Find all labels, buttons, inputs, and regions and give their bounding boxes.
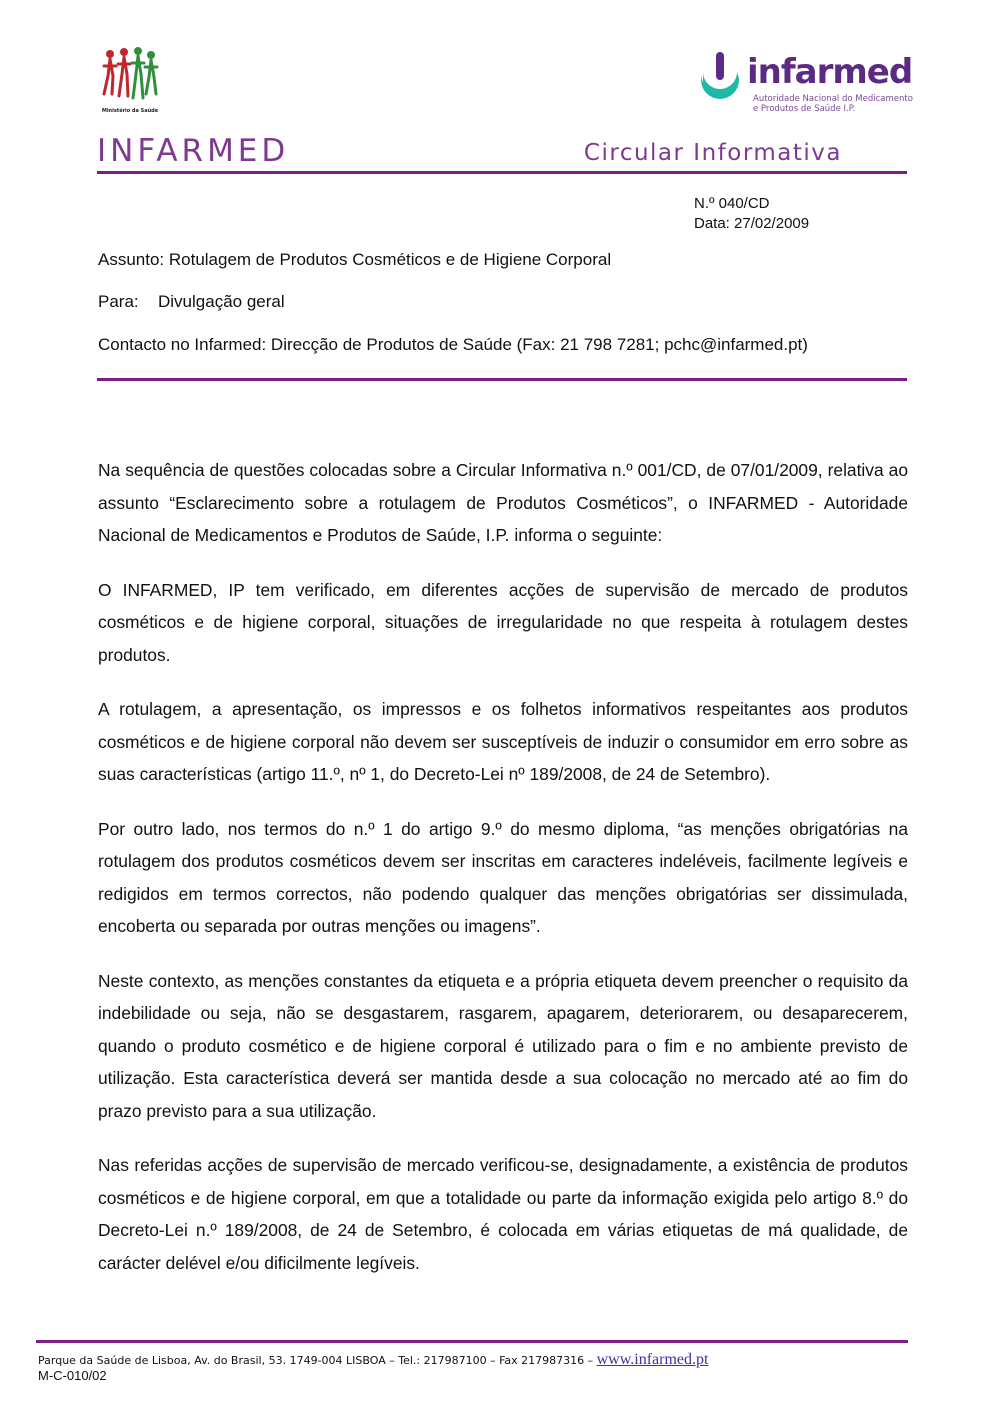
logo-tagline-line-2: e Produtos de Saúde I.P. bbox=[753, 104, 856, 114]
document-type: Circular Informativa bbox=[583, 140, 842, 166]
ministry-logo bbox=[100, 44, 160, 118]
footer-address-text: Parque da Saúde de Lisboa, Av. do Brasil, 53. 1749-004 LISBOA – Tel.: 217987100 – Fax 217987316 – bbox=[38, 1354, 594, 1367]
body-text bbox=[98, 454, 908, 1301]
body-paragraph: Na sequência de questões colocadas sobre a Circular Informativa n.º 001/CD, de 07/01/2009, relativa ao assunto “Esclarecimento sobre a rotulagem de Produtos Cosméticos”, o INFARMED - Autoridade Nacional de Medicamentos e Produtos de Saúde, I.P. informa o seguinte: bbox=[98, 460, 908, 545]
footer-address bbox=[38, 1351, 708, 1369]
body-paragraph: A rotulagem, a apresentação, os impressos e os folhetos informativos respeitantes aos produtos cosméticos e de higiene corporal não devem ser susceptíveis de induzir o consumidor em erro sobre as suas características (artigo 11.º, nº 1, do Decreto-Lei nº 189/2008, de 24 de Setembro). bbox=[98, 699, 908, 784]
section-divider bbox=[97, 378, 907, 381]
website-link[interactable]: www.infarmed.pt bbox=[596, 1351, 709, 1368]
ministry-label: Ministério da Saúde bbox=[101, 108, 159, 114]
recipient-label: Para: bbox=[98, 292, 139, 311]
contact-line: Contacto no Infarmed: Direcção de Produtos de Saúde (Fax: 21 798 7281; pchc@infarmed.pt) bbox=[98, 335, 808, 354]
body-paragraph: O INFARMED, IP tem verificado, em diferentes acções de supervisão de mercado de produtos cosméticos e de higiene corporal, situações de irregularidade no que respeita à rotulagem destes produtos. bbox=[98, 579, 908, 665]
body-paragraph: Por outro lado, nos termos do n.º 1 do artigo 9.º do mesmo diploma, “as menções obrigatórias na rotulagem dos produtos cosméticos devem ser inscritas em caracteres indeléveis, facilmente legíveis e redigidos em termos correctos, não podendo qualquer das menções obrigatórias ser dissimulada, encoberta ou separada por outras menções ou imagens”. bbox=[98, 818, 908, 936]
footer-divider bbox=[36, 1340, 908, 1343]
circular-date: Data: 27/02/2009 bbox=[694, 215, 810, 232]
infarmed-drop-icon bbox=[695, 50, 745, 100]
logo-tagline-line-1: Autoridade Nacional do Medicamento bbox=[753, 94, 913, 104]
recipient-line bbox=[98, 292, 285, 312]
form-code: M-C-010/02 bbox=[38, 1368, 107, 1383]
body-paragraph: Nas referidas acções de supervisão de mercado verificou-se, designadamente, a existência de produtos cosméticos e de higiene corporal, em que a totalidade ou parte da informação exigida pelo artigo 8.º do Decreto-Lei n.º 189/2008, de 24 de Setembro, é colocada em várias etiquetas de má qualidade, de carácter delével e/ou dificilmente legíveis. bbox=[98, 1155, 908, 1273]
body-paragraph: Neste contexto, as menções constantes da etiqueta e a própria etiqueta devem preencher o requisito da indebilidade ou seja, não se desgastarem, rasgarem, apagarem, deteriorarem, ou desaparecerem, quando o produto cosmético e de higiene corporal é utilizado para o fim e no ambiente previsto de utilização. Esta característica deverá ser mantida desde a sua colocação no mercado até ao fim do prazo previsto para a sua utilização. bbox=[98, 970, 908, 1121]
subject-line: Assunto: Rotulagem de Produtos Cosméticos e de Higiene Corporal bbox=[98, 250, 612, 269]
logo-tagline bbox=[753, 94, 913, 114]
ministry-of-health-figures-icon bbox=[100, 44, 160, 108]
circular-meta bbox=[694, 194, 809, 234]
logo-wordmark: infarmed bbox=[747, 52, 913, 92]
circular-number: N.º 040/CD bbox=[694, 195, 770, 212]
header-divider bbox=[97, 171, 907, 174]
infarmed-logo bbox=[695, 50, 913, 120]
brand-title: INFARMED bbox=[97, 133, 290, 169]
recipient-value: Divulgação geral bbox=[158, 292, 285, 311]
